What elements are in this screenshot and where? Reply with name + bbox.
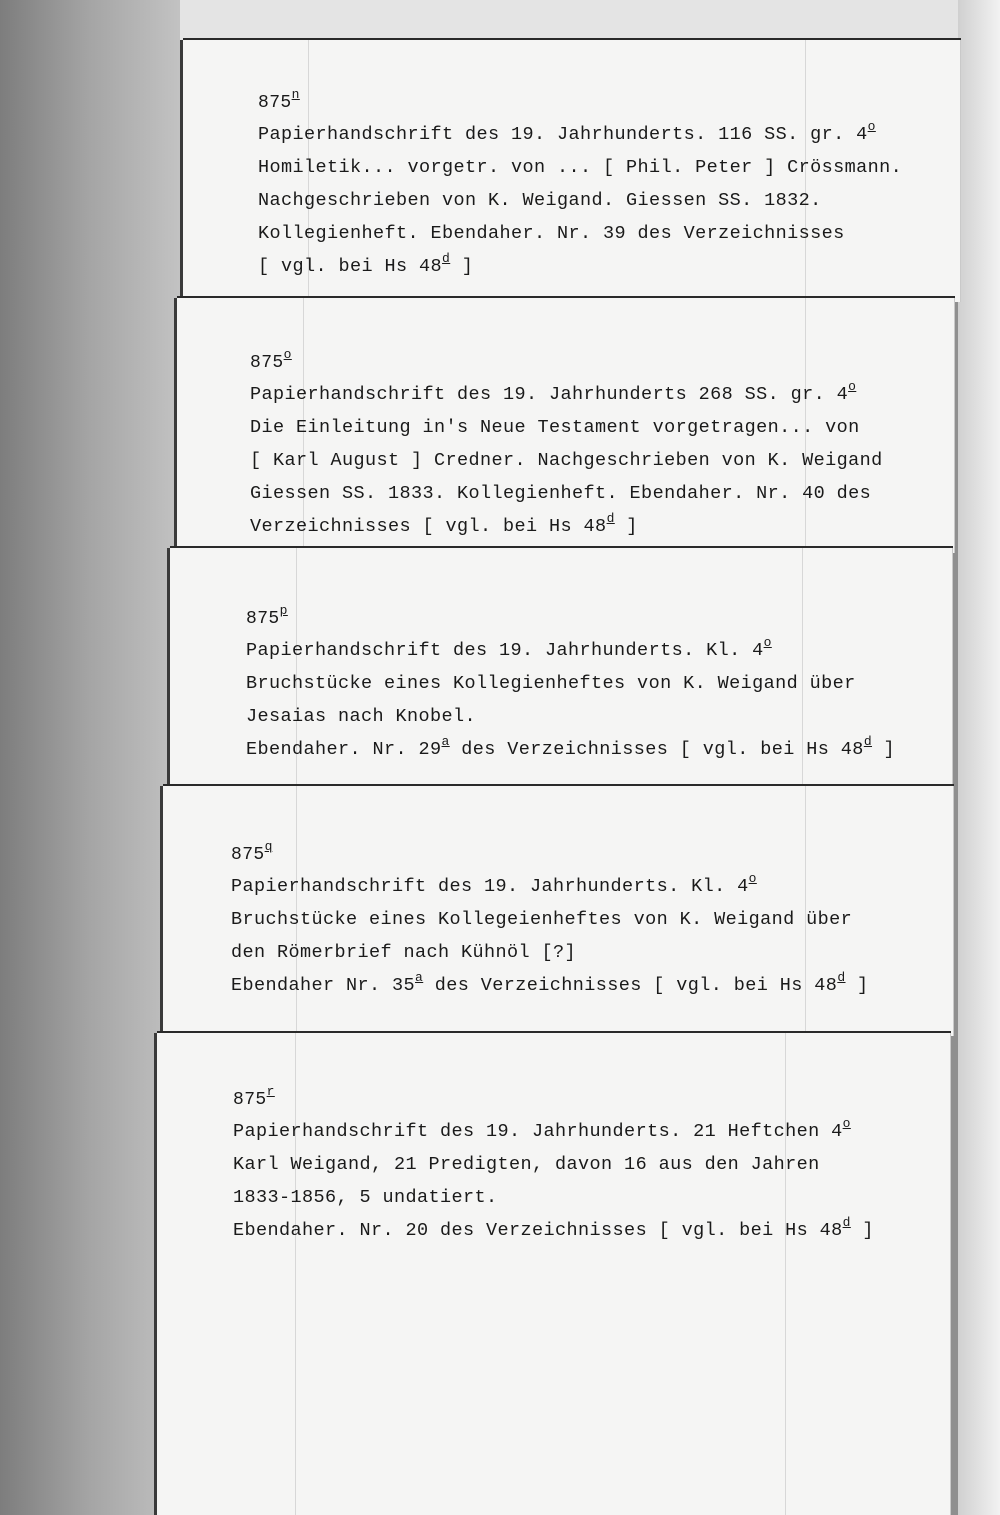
entry-line: Die Einleitung in's Neue Testament vorgetragen... von — [250, 417, 860, 438]
catalog-entry — [250, 348, 883, 543]
shelf-mark: 875$^r$ — [233, 1084, 275, 1110]
entry-line: Papierhandschrift des 19. Jahrhunderts. Kl. 4$^o$ — [246, 635, 772, 661]
entry-line: Jesaias nach Knobel. — [246, 706, 477, 727]
entry-line: Bruchstücke eines Kollegienheftes von K. Weigand über — [246, 673, 856, 694]
entry-line: [ vgl. bei Hs 48$^d$ ] — [258, 251, 474, 277]
shelf-mark: 875$^o$ — [250, 347, 292, 373]
entry-line: Ebendaher. Nr. 29$^a$ des Verzeichnisses [ vgl. bei Hs 48$^d$ ] — [246, 734, 896, 760]
catalog-card-4 — [163, 786, 954, 1036]
shelf-mark: 875$^n$ — [258, 87, 300, 113]
entry-line: Papierhandschrift des 19. Jahrhunderts. 116 SS. gr. 4$^o$ — [258, 119, 876, 145]
entry-line: [ Karl August ] Credner. Nachgeschrieben von K. Weigand — [250, 450, 883, 471]
catalog-card-1 — [183, 40, 961, 302]
entry-line: Ebendaher Nr. 35$^a$ des Verzeichnisses [ vgl. bei Hs 48$^d$ ] — [231, 970, 869, 996]
shelf-mark: 875$^p$ — [246, 603, 288, 629]
entry-line: Papierhandschrift des 19. Jahrhunderts 268 SS. gr. 4$^o$ — [250, 379, 857, 405]
entry-line: 1833-1856, 5 undatiert. — [233, 1187, 498, 1208]
entry-line: Verzeichnisses [ vgl. bei Hs 48$^d$ ] — [250, 511, 638, 537]
catalog-card-2 — [177, 298, 955, 553]
entry-line: Karl Weigand, 21 Predigten, davon 16 aus den Jahren — [233, 1154, 820, 1175]
catalog-entry — [231, 840, 869, 1002]
entry-line: Papierhandschrift des 19. Jahrhunderts. Kl. 4$^o$ — [231, 871, 757, 897]
catalog-card-5 — [157, 1033, 951, 1515]
entry-line: den Römerbrief nach Kühnöl [?] — [231, 942, 577, 963]
entry-line: Bruchstücke eines Kollegeienheftes von K. Weigand über — [231, 909, 853, 930]
catalog-entry — [258, 88, 902, 283]
entry-line: Nachgeschrieben von K. Weigand. Giessen SS. 1832. — [258, 190, 822, 211]
entry-line: Kollegienheft. Ebendaher. Nr. 39 des Verzeichnisses — [258, 223, 845, 244]
catalog-card-3 — [170, 548, 953, 792]
shelf-mark: 875$^q$ — [231, 839, 273, 865]
entry-line: Homiletik... vorgetr. von ... [ Phil. Peter ] Crössmann. — [258, 157, 903, 178]
entry-line: Giessen SS. 1833. Kollegienheft. Ebendaher. Nr. 40 des — [250, 483, 872, 504]
catalog-entry — [246, 604, 895, 766]
catalog-entry — [233, 1085, 874, 1247]
entry-line: Ebendaher. Nr. 20 des Verzeichnisses [ vgl. bei Hs 48$^d$ ] — [233, 1215, 874, 1241]
background-right-edge — [958, 0, 1000, 1515]
entry-line: Papierhandschrift des 19. Jahrhunderts. 21 Heftchen 4$^o$ — [233, 1116, 851, 1142]
